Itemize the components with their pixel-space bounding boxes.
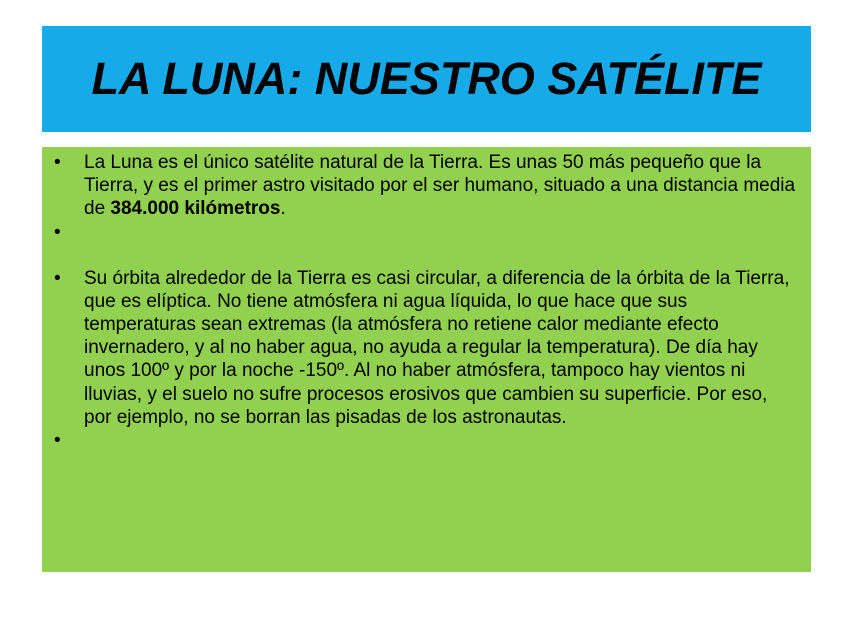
spacer bbox=[42, 244, 811, 267]
bullet-item-empty bbox=[42, 221, 811, 244]
content-panel bbox=[42, 147, 811, 572]
bullet-text-bold: 384.000 kilómetros bbox=[110, 198, 281, 220]
bullet-list bbox=[42, 151, 811, 452]
bullet-dot: • bbox=[54, 152, 61, 173]
bullet-dot: • bbox=[54, 267, 61, 289]
bullet-item-distance bbox=[42, 151, 811, 221]
bullet-dot: • bbox=[54, 221, 61, 243]
slide-title: LA LUNA: NUESTRO SATÉLITE bbox=[91, 53, 762, 104]
bullet-item-orbit bbox=[42, 267, 811, 429]
bullet-text: Su órbita alrededor de la Tierra es casi circular, a diferencia de la órbita de la Tierra, que es elíptica. No tiene atmósfera ni agua líquida, lo que hace que sus temperaturas sean extremas (la atmósfera no retiene calor mediante efecto invernadero, y al no haber agua, no ayuda a regular la temperatura). De día hay unos 100º y por la noche -150º. Al no haber atmósfera, tampoco hay vientos ni lluvias, y el suelo no sufre procesos erosivos que cambien su superficie. Por eso, por ejemplo, no se borran las pisadas de los astronautas. bbox=[84, 267, 790, 428]
bullet-text-end: . bbox=[280, 198, 286, 220]
bullet-text: La Luna es el único satélite natural de la Tierra. Es unas 50 más pequeño que la Tierra, y es el primer astro visitado por el ser humano, situado a una distancia media de bbox=[84, 152, 796, 220]
title-banner bbox=[42, 26, 811, 132]
bullet-dot: • bbox=[54, 430, 61, 452]
